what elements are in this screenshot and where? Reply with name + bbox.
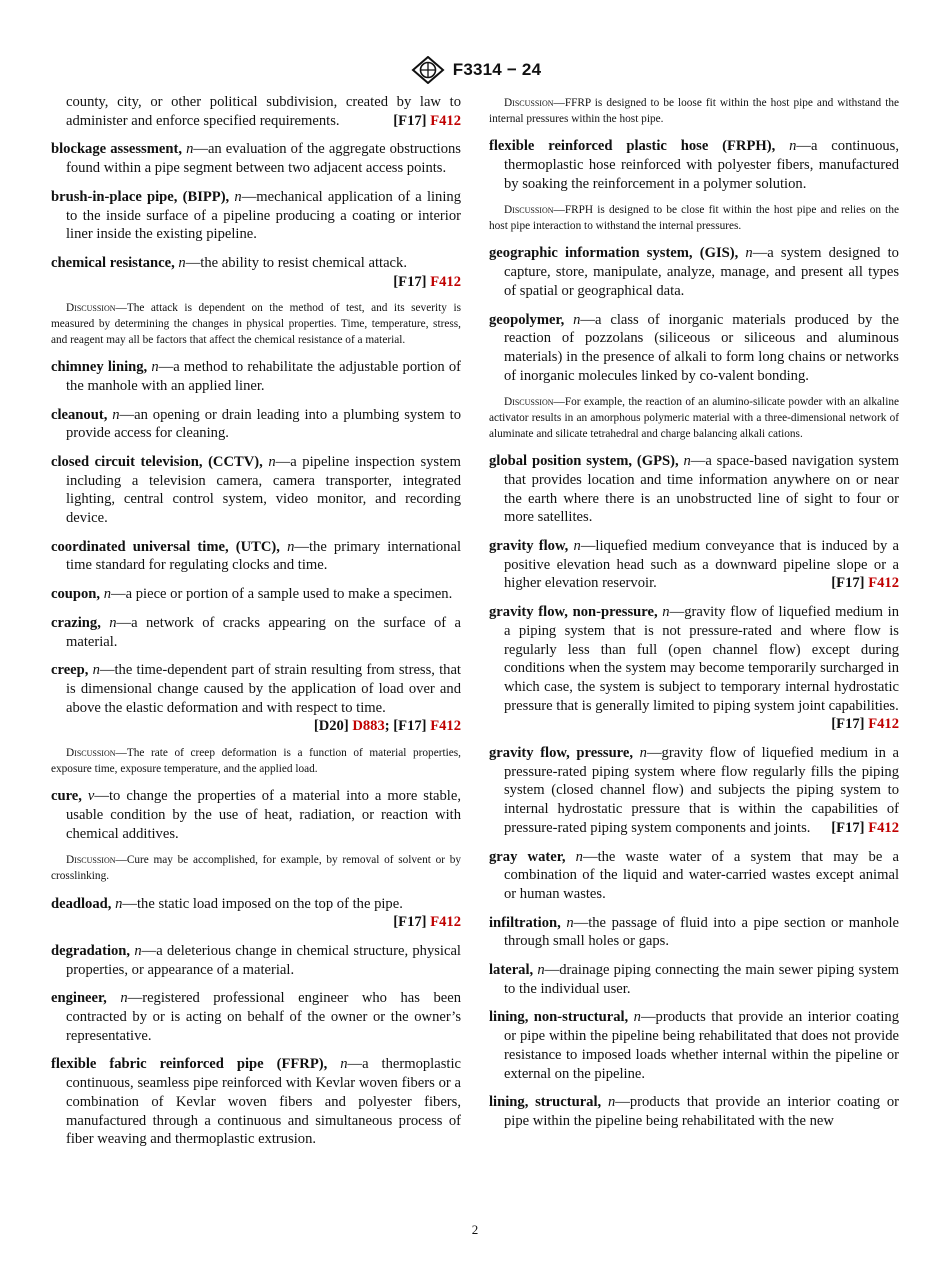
astm-logo-icon (409, 55, 447, 85)
definition-text: —a deleterious change in chemical structure, physical properties, or appearance of a material. (66, 942, 461, 978)
definition-text: —a piece or portion of a sample used to make a specimen. (111, 586, 453, 603)
definition-text: —gravity flow of liquefied medium in a pressure-rated piping system where flow regularly fills the piping system (closed channel flow) and subjects the piping system to internal hydrostatic pressure that is within the capabilities of pressure-rated piping system components and joints. (504, 745, 900, 836)
part-of-speech: n (151, 359, 159, 376)
definition-entry (489, 137, 899, 193)
term: chimney lining, (51, 359, 148, 376)
term: engineer, (51, 990, 107, 1007)
part-of-speech: n (573, 311, 581, 328)
definition-entry (51, 1055, 461, 1149)
right-column (489, 93, 899, 1141)
citation-standard-link: F412 (868, 819, 899, 836)
part-of-speech: n (115, 895, 123, 912)
part-of-speech: n (268, 453, 276, 470)
document-id: F3314 − 24 (452, 60, 542, 79)
citation-standard-link: F412 (430, 112, 461, 129)
discussion-text: —Cure may be accomplished, for example, by removal of solvent or by crosslinking. (51, 854, 461, 882)
definition-text: —a continuous, thermoplastic hose reinforced with polyester fibers, manufactured by soaking the reinforcement in a polymer solution. (504, 138, 899, 192)
citation-committee: [F17] (831, 575, 865, 592)
part-of-speech: v (87, 788, 95, 805)
definition-entry (51, 661, 461, 736)
citation (393, 112, 461, 131)
term: flexible reinforced plastic hose (FRPH), (489, 138, 776, 155)
part-of-speech: n (103, 586, 112, 603)
term: closed circuit television, (CCTV), (51, 453, 263, 470)
part-of-speech: n (633, 1009, 641, 1026)
part-of-speech: n (537, 962, 545, 979)
definition-entry (489, 452, 899, 527)
citation-standard-link: F412 (430, 914, 461, 931)
definition-entry (51, 406, 461, 443)
definition-text: —a method to rehabilitate the adjustable portion of the manhole with an applied liner. (66, 359, 462, 394)
part-of-speech: n (112, 406, 120, 423)
citation (831, 715, 899, 734)
definition-entry (489, 744, 899, 838)
definition-text: —a class of inorganic materials produced by the reaction of pozzolans (siliceous or siliceous and aluminous materials) in the presence of alkali to form long chains or networks of inorganic molecules linked by co-valent bonding. (504, 311, 899, 384)
term: infiltration, (489, 914, 561, 931)
definition-text: —gravity flow of liquefied medium in a piping system that is not pressure-rated and where flow is regularly less than full (open channel flow) except during conditions when the system may become temporarily surcharged in which case, the system is subject to temporary internal hydrostatic pressure that is generally limited to piping system joint capabilities. (504, 604, 899, 714)
citation-committee: [F17] (393, 914, 427, 931)
definition-entry (489, 1093, 899, 1130)
term: creep, (51, 662, 89, 679)
discussion-note (489, 203, 899, 234)
term: crazing, (51, 614, 101, 631)
discussion-note (51, 746, 461, 777)
discussion-text: —The attack is dependent on the method of test, and its severity is measured by determining the changes in physical properties. Time, temperature, stress, and reagent may all be factors that affect the chemical resistance of a material. (51, 302, 461, 346)
left-column (51, 93, 461, 1159)
citation-committee: [F17] (831, 716, 865, 733)
definition-entry (489, 961, 899, 998)
definition-entry (51, 585, 461, 604)
definition-entry (489, 537, 899, 593)
discussion-text: —For example, the reaction of an alumino-silicate powder with an alkaline activator results in an amorphous polymeric material with a three-dimensional network of aluminate and silicate tetrahedral and charge balancing alkali cations. (489, 396, 899, 440)
citation-committee: [D20] (313, 718, 349, 735)
part-of-speech: n (662, 604, 670, 621)
definition-entry (51, 538, 461, 575)
citation-committee: [F17] (831, 819, 865, 836)
term: geographic information system, (GIS), (489, 245, 739, 262)
definition-entry (51, 614, 461, 651)
definition-entry (489, 603, 899, 734)
term: coordinated universal time, (UTC), (51, 538, 280, 555)
part-of-speech: n (575, 848, 583, 865)
term: blockage assessment, (51, 141, 182, 158)
part-of-speech: n (109, 614, 117, 631)
term: flexible fabric reinforced pipe (FFRP), (51, 1056, 328, 1073)
discussion-note (489, 395, 899, 442)
definition-entry (51, 895, 461, 932)
citation-committee: [F17] (393, 273, 427, 290)
definition-text: —the primary international time standard for regulating clocks and time. (66, 538, 462, 574)
definition-entry (489, 311, 899, 386)
page-header (0, 55, 950, 85)
term: gravity flow, pressure, (489, 745, 634, 762)
definition-text: —the passage of fluid into a pipe section or manhole through small holes or gaps. (504, 914, 899, 950)
definition-continued (51, 93, 461, 130)
citation (313, 717, 461, 736)
part-of-speech: n (287, 538, 295, 555)
definition-text: —the time-dependent part of strain resulting from stress, that is dimensional change caused by the application of load over and above the elastic deformation and with respect to time. (66, 662, 461, 716)
term: brush-in-place pipe, (BIPP), (51, 188, 230, 205)
term: gravity flow, (489, 538, 569, 554)
discussion-note (489, 96, 899, 127)
discussion-text: —The rate of creep deformation is a function of material properties, exposure time, exposure temperature, and the applied load. (51, 747, 461, 775)
term: geopolymer, (489, 311, 565, 328)
definition-entry (489, 848, 899, 904)
definition-text: —mechanical application of a lining to the inside surface of a pipeline producing a coating or interior liner inside the existing pipeline. (66, 188, 462, 243)
discussion-label: Discussion (504, 97, 554, 109)
term: coupon, (51, 586, 101, 603)
definition-entry (51, 989, 461, 1045)
definition-text: —the static load imposed on the top of the pipe. (122, 895, 403, 912)
definition-text: —the ability to resist chemical attack. (185, 254, 407, 271)
definition-text: —an evaluation of the aggregate obstructions found within a pipe segment between two adjacent access points. (66, 141, 461, 177)
citation-committee: [F17] (393, 112, 427, 129)
definition-text: —drainage piping connecting the main sewer piping system to the individual user. (504, 962, 899, 997)
definition-entry (51, 942, 461, 979)
term: gravity flow, non-pressure, (489, 604, 658, 621)
definition-entry (51, 140, 461, 177)
discussion-text: —FRPH is designed to be close fit within the host pipe and relies on the host pipe interaction to withstand the internal pressures. (489, 204, 899, 232)
definition-entry (51, 453, 461, 528)
term: cure, (51, 788, 82, 805)
term: cleanout, (51, 406, 108, 423)
discussion-note (51, 853, 461, 884)
citation (393, 913, 461, 932)
definition-entry (51, 787, 461, 843)
term: gray water, (489, 848, 566, 865)
definition-entry (489, 244, 899, 300)
part-of-speech: n (92, 662, 100, 679)
part-of-speech: n (120, 990, 128, 1007)
citation-committee: ; [F17] (384, 718, 427, 735)
definition-text: —registered professional engineer who has been contracted by or is acting on behalf of the owner or the owner’s representative. (66, 990, 461, 1044)
citation (831, 574, 899, 593)
citation (393, 273, 461, 292)
part-of-speech: n (639, 745, 647, 762)
citation-standard-link: F412 (868, 575, 899, 592)
definition-text: —a thermoplastic continuous, seamless pipe reinforced with Kevlar woven fibers or a combination of Kevlar woven fibers and polyester fibers, manufactured through a continuous and simultaneous process of fiber weaving and thermoplastic extrusion. (66, 1056, 461, 1148)
definition-entry (489, 914, 899, 951)
term: deadload, (51, 895, 112, 912)
discussion-label: Discussion (66, 302, 116, 315)
discussion-note (51, 301, 461, 348)
definition-entry (51, 254, 461, 291)
part-of-speech: n (607, 1094, 616, 1111)
definition-text: —a network of cracks appearing on the surface of a material. (66, 614, 462, 650)
term: degradation, (51, 942, 131, 959)
term: lining, structural, (489, 1094, 602, 1111)
part-of-speech: n (186, 141, 194, 158)
part-of-speech: n (566, 914, 574, 931)
definition-text: —a system designed to capture, store, manipulate, analyze, manage, and present all types of spatial or geographical data. (504, 245, 899, 299)
discussion-label: Discussion (66, 854, 116, 867)
definition-entry (51, 188, 461, 244)
part-of-speech: n (234, 188, 242, 205)
citation (831, 819, 899, 838)
definition-entry (489, 1008, 899, 1083)
part-of-speech: n (178, 254, 186, 271)
discussion-label: Discussion (66, 747, 116, 760)
definition-entry (51, 358, 461, 395)
definition-text: —products that provide an interior coating or pipe within the pipeline being rehabilitated with the new (504, 1094, 899, 1129)
definition-text: —a pipeline inspection system including a television camera, camera transporter, integrated lighting, central control system, video monitor, and recording device. (66, 453, 461, 527)
term: lateral, (489, 962, 534, 979)
part-of-speech: n (789, 138, 797, 155)
definition-text: —an opening or drain leading into a plumbing system to provide access for cleaning. (66, 406, 461, 442)
term: lining, non-structural, (489, 1009, 629, 1026)
term: chemical resistance, (51, 254, 175, 271)
citation-standard-link: F412 (430, 273, 461, 290)
discussion-label: Discussion (504, 204, 554, 217)
definition-text: —a space-based navigation system that provides location and time information anywhere on or near the earth where there is an unobstructed line of sight to four or more satellites. (504, 453, 899, 526)
definition-text: —products that provide an interior coating or pipe within the pipeline being rehabilitated that does not provide resistance to imposed loads whether internal within the pipeline or external on the pipeline. (504, 1009, 899, 1082)
part-of-speech: n (573, 538, 581, 554)
part-of-speech: n (340, 1056, 348, 1073)
part-of-speech: n (134, 942, 142, 959)
citation-standard-link: F412 (868, 716, 899, 733)
definition-text: county, city, or other political subdivision, created by law to administer and enforce specified requirements. (66, 94, 461, 129)
discussion-text: —FFRP is designed to be loose fit within the host pipe and withstand the internal pressures within the host pipe. (489, 97, 899, 125)
definition-text: —liquefied medium conveyance that is induced by a positive elevation head such as a downward pipeline slope or a higher elevation reservoir. (504, 538, 899, 592)
page-number: 2 (471, 1222, 479, 1237)
discussion-label: Discussion (504, 396, 554, 409)
citation-standard-link: D883 (352, 718, 385, 735)
term: global position system, (GPS), (489, 453, 679, 470)
part-of-speech: n (683, 453, 691, 470)
definition-text: —the waste water of a system that may be a combination of the liquid and water-carried wastes except animal or human wastes. (504, 848, 899, 902)
part-of-speech: n (745, 245, 753, 262)
citation-standard-link: F412 (430, 718, 461, 735)
definition-text: —to change the properties of a material into a more stable, usable condition by the use of heat, radiation, or reaction with chemical additives. (66, 788, 461, 842)
